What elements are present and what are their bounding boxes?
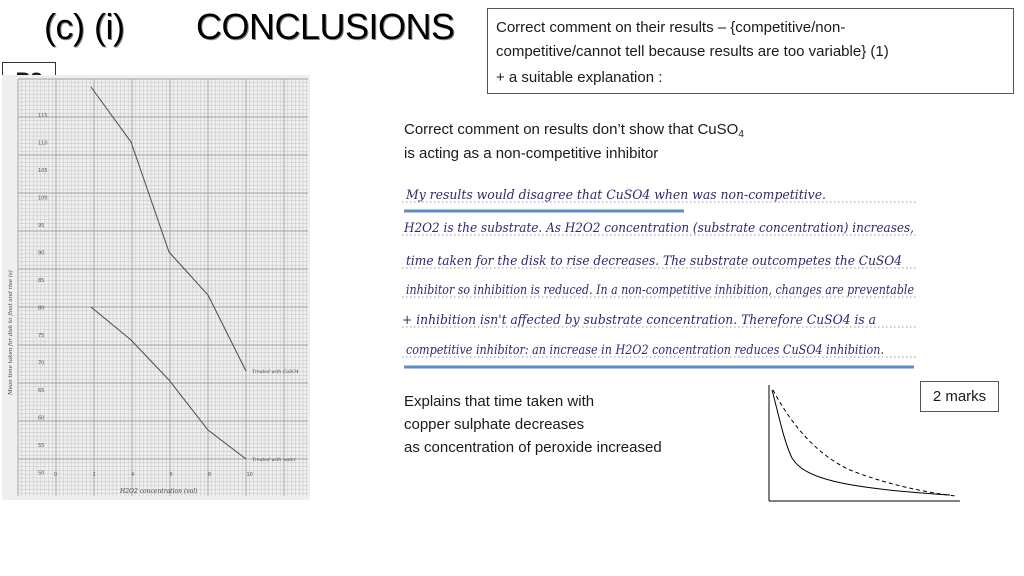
slide-title: CONCLUSIONS xyxy=(196,6,455,47)
comment-part-b: is acting as a non-competitive inhibitor xyxy=(404,145,659,162)
criteria-line-3: + a suitable explanation : xyxy=(496,69,663,86)
graph-x-tick: 6 xyxy=(169,472,173,478)
graph-xlabel: H2O2 concentration (vol) xyxy=(120,488,198,495)
graph-y-tick: 115 xyxy=(38,113,48,119)
slide-heading-code: (c) (i) xyxy=(44,6,125,47)
handwritten-line-4: inhibitor so inhibition is reduced. In a non-competitive inhibition, changes are preventable xyxy=(406,282,914,297)
handwritten-answer-svg xyxy=(398,180,922,375)
graph-y-tick: 65 xyxy=(38,388,45,394)
expected-curves-svg xyxy=(760,382,964,504)
graph-y-tick: 100 xyxy=(38,195,48,202)
graph-y-tick: 85 xyxy=(38,278,45,284)
graph-y-tick: 105 xyxy=(38,168,48,174)
explanation-text xyxy=(404,390,724,459)
graph-y-tick: 75 xyxy=(38,333,45,339)
handwritten-answer-image xyxy=(398,180,922,375)
criteria-line-2: competitive/cannot tell because results are too variable} (1) xyxy=(496,43,889,60)
graph-y-tick: 90 xyxy=(38,250,45,257)
handwritten-line-1: My results would disagree that CuSO4 when was non-competitive. xyxy=(405,187,826,202)
graph-y-tick: 60 xyxy=(38,415,45,422)
graph-x-tick: 4 xyxy=(131,472,135,478)
graph-x-tick: 0 xyxy=(54,472,58,478)
handwritten-line-2: H2O2 is the substrate. As H2O2 concentration (substrate concentration) increases, xyxy=(403,220,914,235)
explanation-line-1: Explains that time taken with xyxy=(404,393,595,410)
explanation-line-3: as concentration of peroxide increased xyxy=(404,439,662,456)
mark-scheme-box xyxy=(487,8,1014,94)
comment-part-a: Correct comment on results don’t show that CuSO xyxy=(404,121,739,138)
graph-y-tick: 95 xyxy=(38,223,45,229)
expected-curves-sketch xyxy=(760,382,964,504)
graph-ylabel: Mean time taken for disk to float and rise (s) xyxy=(8,270,14,395)
series-label-water: Treated with water xyxy=(252,458,296,463)
handwritten-line-5: + inhibition isn't affected by substrate concentration. Therefore CuSO4 is a xyxy=(402,312,876,327)
graph-y-tick: 110 xyxy=(38,140,48,147)
student-graph-image xyxy=(2,75,310,500)
series-label-cuso4: Treated with CuSO4 xyxy=(252,370,299,375)
marks-badge: 2 marks xyxy=(920,381,999,412)
criteria-line-1: Correct comment on their results – {competitive/non- xyxy=(496,19,846,36)
graph-y-tick: 80 xyxy=(38,305,45,312)
graph-y-tick: 70 xyxy=(38,360,45,367)
comment-subscript: 4 xyxy=(738,129,744,140)
graph-x-tick: 8 xyxy=(208,472,212,478)
handwritten-line-3: time taken for the disk to rise decreases. The substrate outcompetes the CuSO4 xyxy=(406,253,902,268)
graph-x-tick: 10 xyxy=(246,472,253,478)
explanation-line-2: copper sulphate decreases xyxy=(404,416,585,433)
comment-text xyxy=(404,118,824,166)
graph-y-tick: 55 xyxy=(38,443,45,449)
graph-y-tick: 50 xyxy=(38,470,45,477)
handwritten-line-6: competitive inhibitor: an increase in H2O2 concentration reduces CuSO4 inhibition. xyxy=(406,342,884,357)
student-graph-svg xyxy=(2,75,310,500)
graph-x-tick: 2 xyxy=(92,472,96,478)
